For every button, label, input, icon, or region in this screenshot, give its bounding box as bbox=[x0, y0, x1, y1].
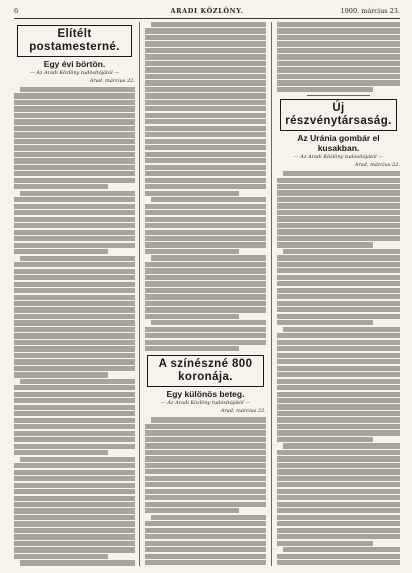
text-line bbox=[283, 547, 400, 552]
article-headline-box bbox=[280, 99, 397, 131]
text-line bbox=[277, 340, 400, 345]
text-line bbox=[14, 171, 135, 176]
text-line bbox=[277, 41, 400, 46]
text-line bbox=[145, 158, 266, 163]
text-line bbox=[277, 469, 400, 474]
text-line bbox=[145, 204, 266, 209]
text-line bbox=[20, 379, 135, 384]
text-line bbox=[277, 67, 400, 72]
text-line bbox=[151, 255, 266, 260]
text-line bbox=[145, 41, 266, 46]
text-line bbox=[145, 327, 266, 332]
text-line bbox=[145, 528, 266, 533]
text-line bbox=[277, 268, 400, 273]
text-line bbox=[145, 262, 266, 267]
text-line bbox=[145, 184, 266, 189]
text-line bbox=[145, 333, 266, 338]
text-line bbox=[277, 216, 400, 221]
text-line bbox=[14, 307, 135, 312]
text-line bbox=[277, 203, 400, 208]
text-line bbox=[145, 67, 266, 72]
text-line bbox=[14, 476, 135, 481]
text-line bbox=[277, 541, 373, 546]
text-line bbox=[277, 61, 400, 66]
text-line bbox=[277, 35, 400, 40]
text-line bbox=[145, 450, 266, 455]
column-1 bbox=[14, 22, 135, 566]
text-line bbox=[145, 456, 266, 461]
text-line bbox=[14, 340, 135, 345]
article-body bbox=[14, 87, 135, 566]
text-line bbox=[145, 87, 266, 92]
text-line bbox=[151, 417, 266, 422]
text-line bbox=[277, 178, 400, 183]
text-line bbox=[277, 424, 400, 429]
text-line bbox=[14, 217, 135, 222]
text-line bbox=[145, 288, 266, 293]
text-line bbox=[14, 132, 135, 137]
text-line bbox=[14, 470, 135, 475]
article-dateline: Arad, március 22. bbox=[220, 408, 266, 415]
column-3 bbox=[277, 22, 400, 566]
column-rule bbox=[139, 22, 140, 566]
text-line bbox=[20, 191, 135, 196]
text-line bbox=[14, 275, 135, 280]
text-line bbox=[283, 249, 400, 254]
text-line bbox=[277, 372, 400, 377]
text-line bbox=[277, 262, 400, 267]
text-line bbox=[283, 443, 400, 448]
text-line bbox=[145, 93, 266, 98]
text-line bbox=[145, 126, 266, 131]
text-line bbox=[145, 294, 266, 299]
text-line bbox=[14, 353, 135, 358]
text-line bbox=[14, 106, 135, 111]
article-headline-box bbox=[17, 25, 132, 57]
text-line bbox=[14, 508, 135, 513]
text-line bbox=[277, 80, 400, 85]
text-line bbox=[277, 554, 400, 559]
text-line bbox=[14, 210, 135, 215]
text-line bbox=[277, 190, 400, 195]
text-line bbox=[145, 301, 266, 306]
text-line bbox=[145, 521, 266, 526]
text-line bbox=[145, 230, 266, 235]
text-line bbox=[277, 450, 400, 455]
text-line bbox=[145, 54, 266, 59]
article-subhead: Egy évi börtön. bbox=[43, 59, 106, 69]
page-number: 6 bbox=[14, 7, 19, 15]
text-line bbox=[14, 450, 108, 455]
text-line bbox=[20, 87, 135, 92]
text-line bbox=[145, 443, 266, 448]
text-line bbox=[145, 236, 266, 241]
article-continuation bbox=[277, 22, 400, 92]
text-line bbox=[277, 463, 400, 468]
text-line bbox=[277, 48, 400, 53]
article-headline: A színészné 800 koronája. bbox=[158, 358, 253, 384]
text-line bbox=[277, 560, 400, 565]
text-line bbox=[145, 495, 266, 500]
text-line bbox=[145, 463, 266, 468]
text-line bbox=[14, 515, 135, 520]
text-line bbox=[277, 242, 373, 247]
text-line bbox=[277, 489, 400, 494]
text-line bbox=[277, 411, 400, 416]
text-line bbox=[277, 346, 400, 351]
text-line bbox=[145, 502, 266, 507]
text-line bbox=[14, 528, 135, 533]
text-line bbox=[277, 255, 400, 260]
text-line bbox=[14, 262, 135, 267]
article-dateline: Arad, március 22. bbox=[89, 78, 135, 84]
text-line bbox=[145, 249, 239, 254]
newspaper-title: ARADI KÖZLÖNY. bbox=[170, 7, 244, 15]
text-line bbox=[145, 314, 239, 319]
text-line bbox=[14, 113, 135, 118]
article-body bbox=[277, 171, 400, 566]
text-line bbox=[14, 372, 108, 377]
text-line bbox=[14, 534, 135, 539]
text-line bbox=[277, 294, 400, 299]
text-line bbox=[277, 437, 373, 442]
text-line bbox=[145, 139, 266, 144]
issue-date: 1900. március 23. bbox=[340, 7, 400, 15]
text-line bbox=[14, 269, 135, 274]
article-body bbox=[145, 417, 266, 566]
text-line bbox=[277, 379, 400, 384]
text-line bbox=[14, 139, 135, 144]
text-line bbox=[145, 80, 266, 85]
text-line bbox=[151, 320, 266, 325]
text-line bbox=[277, 184, 400, 189]
text-line bbox=[145, 48, 266, 53]
text-line bbox=[145, 210, 266, 215]
text-line bbox=[14, 152, 135, 157]
text-line bbox=[145, 28, 266, 33]
text-line bbox=[14, 424, 135, 429]
text-line bbox=[14, 359, 135, 364]
text-line bbox=[14, 165, 135, 170]
text-line bbox=[145, 489, 266, 494]
text-line bbox=[14, 295, 135, 300]
text-line bbox=[14, 184, 108, 189]
text-line bbox=[145, 437, 266, 442]
text-line bbox=[145, 541, 266, 546]
text-line bbox=[14, 100, 135, 105]
text-line bbox=[277, 74, 400, 79]
article-byline: — Az Aradi Közlöny tudósítójától — bbox=[293, 154, 384, 161]
text-line bbox=[20, 256, 135, 261]
text-line bbox=[277, 307, 400, 312]
text-line bbox=[277, 288, 400, 293]
text-line bbox=[277, 22, 400, 27]
text-line bbox=[277, 353, 400, 358]
text-line bbox=[14, 385, 135, 390]
text-line bbox=[277, 314, 400, 319]
text-line bbox=[277, 28, 400, 33]
text-line bbox=[277, 534, 400, 539]
text-line bbox=[145, 35, 266, 40]
text-line bbox=[14, 521, 135, 526]
text-line bbox=[145, 430, 266, 435]
text-line bbox=[145, 217, 266, 222]
text-line bbox=[145, 152, 266, 157]
text-line bbox=[145, 508, 239, 513]
text-line bbox=[14, 230, 135, 235]
text-line bbox=[14, 236, 135, 241]
text-line bbox=[145, 223, 266, 228]
text-line bbox=[20, 457, 135, 462]
text-line bbox=[14, 126, 135, 131]
masthead bbox=[14, 6, 400, 19]
text-line bbox=[145, 165, 266, 170]
text-line bbox=[145, 106, 266, 111]
text-line bbox=[14, 554, 108, 559]
text-line bbox=[14, 249, 108, 254]
text-line bbox=[277, 281, 400, 286]
article-continuation bbox=[145, 22, 266, 351]
text-line bbox=[145, 132, 266, 137]
text-line bbox=[277, 229, 400, 234]
text-line bbox=[14, 547, 135, 552]
text-line bbox=[277, 54, 400, 59]
text-line bbox=[145, 346, 239, 351]
text-line bbox=[151, 22, 266, 27]
text-line bbox=[145, 119, 266, 124]
text-line bbox=[277, 495, 400, 500]
text-line bbox=[14, 119, 135, 124]
text-line bbox=[145, 482, 266, 487]
text-line bbox=[145, 178, 266, 183]
text-line bbox=[14, 314, 135, 319]
text-line bbox=[145, 242, 266, 247]
text-line bbox=[145, 191, 239, 196]
text-line bbox=[145, 554, 266, 559]
text-line bbox=[145, 100, 266, 105]
text-line bbox=[145, 74, 266, 79]
text-line bbox=[277, 430, 400, 435]
text-line bbox=[145, 469, 266, 474]
text-line bbox=[14, 392, 135, 397]
text-line bbox=[151, 197, 266, 202]
text-line bbox=[14, 333, 135, 338]
text-line bbox=[14, 483, 135, 488]
text-line bbox=[277, 333, 400, 338]
text-line bbox=[14, 346, 135, 351]
article-subhead: Egy különös beteg. bbox=[166, 389, 245, 400]
article-headline: Elítélt postamesterné. bbox=[29, 28, 120, 53]
text-line bbox=[145, 145, 266, 150]
text-line bbox=[151, 515, 266, 520]
article-byline: — Az Aradi Közlöny tudósítójától — bbox=[29, 70, 120, 76]
text-line bbox=[14, 366, 135, 371]
text-line bbox=[277, 223, 400, 228]
text-line bbox=[277, 359, 400, 364]
text-line bbox=[14, 327, 135, 332]
text-line bbox=[283, 327, 400, 332]
text-line bbox=[145, 275, 266, 280]
text-line bbox=[14, 496, 135, 501]
text-line bbox=[277, 392, 400, 397]
text-line bbox=[14, 145, 135, 150]
text-line bbox=[14, 489, 135, 494]
text-line bbox=[14, 398, 135, 403]
column-2 bbox=[145, 22, 266, 566]
text-line bbox=[145, 424, 266, 429]
text-line bbox=[145, 307, 266, 312]
column-rule bbox=[271, 22, 272, 566]
text-line bbox=[145, 547, 266, 552]
text-line bbox=[145, 171, 266, 176]
text-line bbox=[277, 515, 400, 520]
text-line bbox=[145, 476, 266, 481]
text-line bbox=[14, 502, 135, 507]
text-line bbox=[14, 223, 135, 228]
text-line bbox=[14, 282, 135, 287]
text-line bbox=[277, 385, 400, 390]
article-byline: — Az Aradi Közlöny tudósítójától — bbox=[160, 400, 251, 407]
article-headline: Új részvénytársaság. bbox=[285, 102, 392, 128]
text-line bbox=[283, 171, 400, 176]
text-line bbox=[14, 320, 135, 325]
text-line bbox=[14, 197, 135, 202]
text-line bbox=[277, 482, 400, 487]
text-line bbox=[14, 243, 135, 248]
text-line bbox=[145, 534, 266, 539]
article-dateline: Arad, március 22. bbox=[354, 162, 400, 169]
section-divider bbox=[307, 95, 370, 96]
text-line bbox=[277, 236, 400, 241]
text-line bbox=[14, 288, 135, 293]
article-subhead: Az Uránia gombár el kusakban. bbox=[297, 133, 380, 154]
text-line bbox=[14, 541, 135, 546]
text-line bbox=[277, 366, 400, 371]
text-line bbox=[277, 210, 400, 215]
text-line bbox=[14, 431, 135, 436]
text-line bbox=[145, 281, 266, 286]
text-line bbox=[14, 204, 135, 209]
text-line bbox=[277, 87, 373, 92]
text-line bbox=[14, 158, 135, 163]
text-line bbox=[14, 411, 135, 416]
text-line bbox=[14, 418, 135, 423]
text-line bbox=[14, 444, 135, 449]
text-line bbox=[145, 113, 266, 118]
text-line bbox=[277, 417, 400, 422]
text-line bbox=[145, 268, 266, 273]
text-line bbox=[277, 521, 400, 526]
text-line bbox=[277, 320, 373, 325]
text-line bbox=[14, 437, 135, 442]
text-line bbox=[277, 528, 400, 533]
text-line bbox=[14, 178, 135, 183]
text-line bbox=[277, 275, 400, 280]
text-line bbox=[14, 93, 135, 98]
text-line bbox=[277, 398, 400, 403]
text-line bbox=[20, 560, 135, 565]
text-line bbox=[277, 508, 400, 513]
text-line bbox=[277, 404, 400, 409]
text-line bbox=[14, 405, 135, 410]
text-line bbox=[277, 502, 400, 507]
text-line bbox=[145, 560, 266, 565]
text-line bbox=[277, 456, 400, 461]
text-line bbox=[14, 301, 135, 306]
text-line bbox=[277, 476, 400, 481]
article-headline-box bbox=[147, 355, 264, 387]
text-line bbox=[145, 340, 266, 345]
text-line bbox=[14, 463, 135, 468]
text-line bbox=[277, 197, 400, 202]
text-line bbox=[145, 61, 266, 66]
text-line bbox=[277, 301, 400, 306]
